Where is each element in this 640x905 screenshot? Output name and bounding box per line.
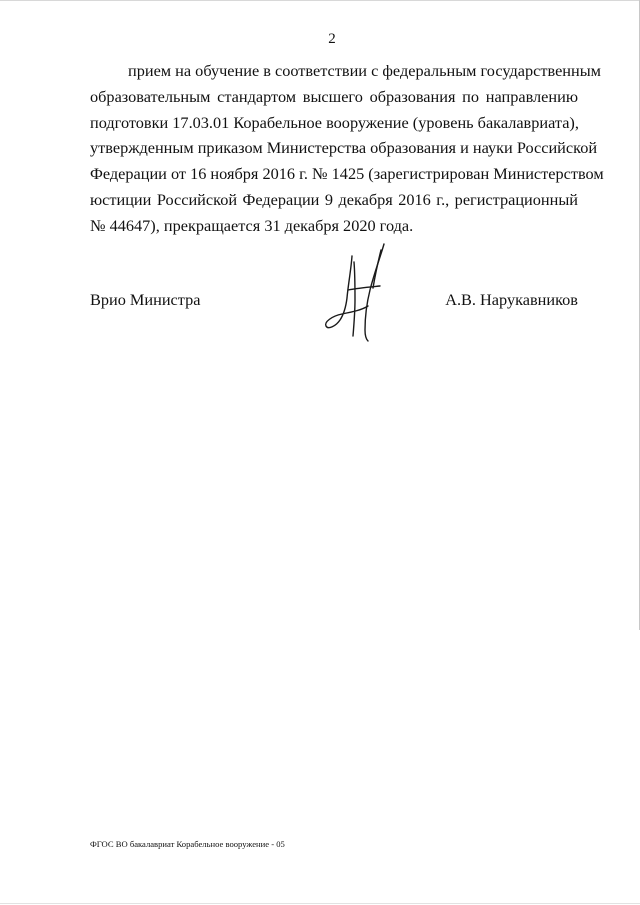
paragraph-line: Федерации от 16 ноября 2016 г. № 1425 (зарегистрирован Министерством bbox=[90, 164, 604, 184]
paragraph-line: юстиции Российской Федерации 9 декабря 2016 г., регистрационный bbox=[90, 189, 578, 209]
paragraph-line: подготовки 17.03.01 Корабельное вооружение (уровень бакалавриата), bbox=[90, 112, 579, 132]
handwritten-signature bbox=[318, 240, 396, 344]
paragraph-line: образовательным стандартом высшего образования по направлению bbox=[90, 86, 578, 106]
paragraph-line: № 44647), прекращается 31 декабря 2020 года. bbox=[90, 215, 414, 235]
paragraph-line: прием на обучение в соответствии с федеральным государственным bbox=[128, 61, 601, 80]
body-paragraph bbox=[90, 58, 604, 239]
signer-position: Врио Министра bbox=[90, 290, 201, 309]
scan-edge-top bbox=[0, 0, 640, 1]
scan-edge-bottom bbox=[0, 903, 640, 904]
signer-name: А.В. Нарукавников bbox=[445, 290, 578, 309]
paragraph-line: утвержденным приказом Министерства образования и науки Российской bbox=[90, 138, 598, 158]
footer-document-id: ФГОС ВО бакалавриат Корабельное вооружение - 05 bbox=[90, 839, 285, 849]
page-number: 2 bbox=[328, 31, 336, 47]
